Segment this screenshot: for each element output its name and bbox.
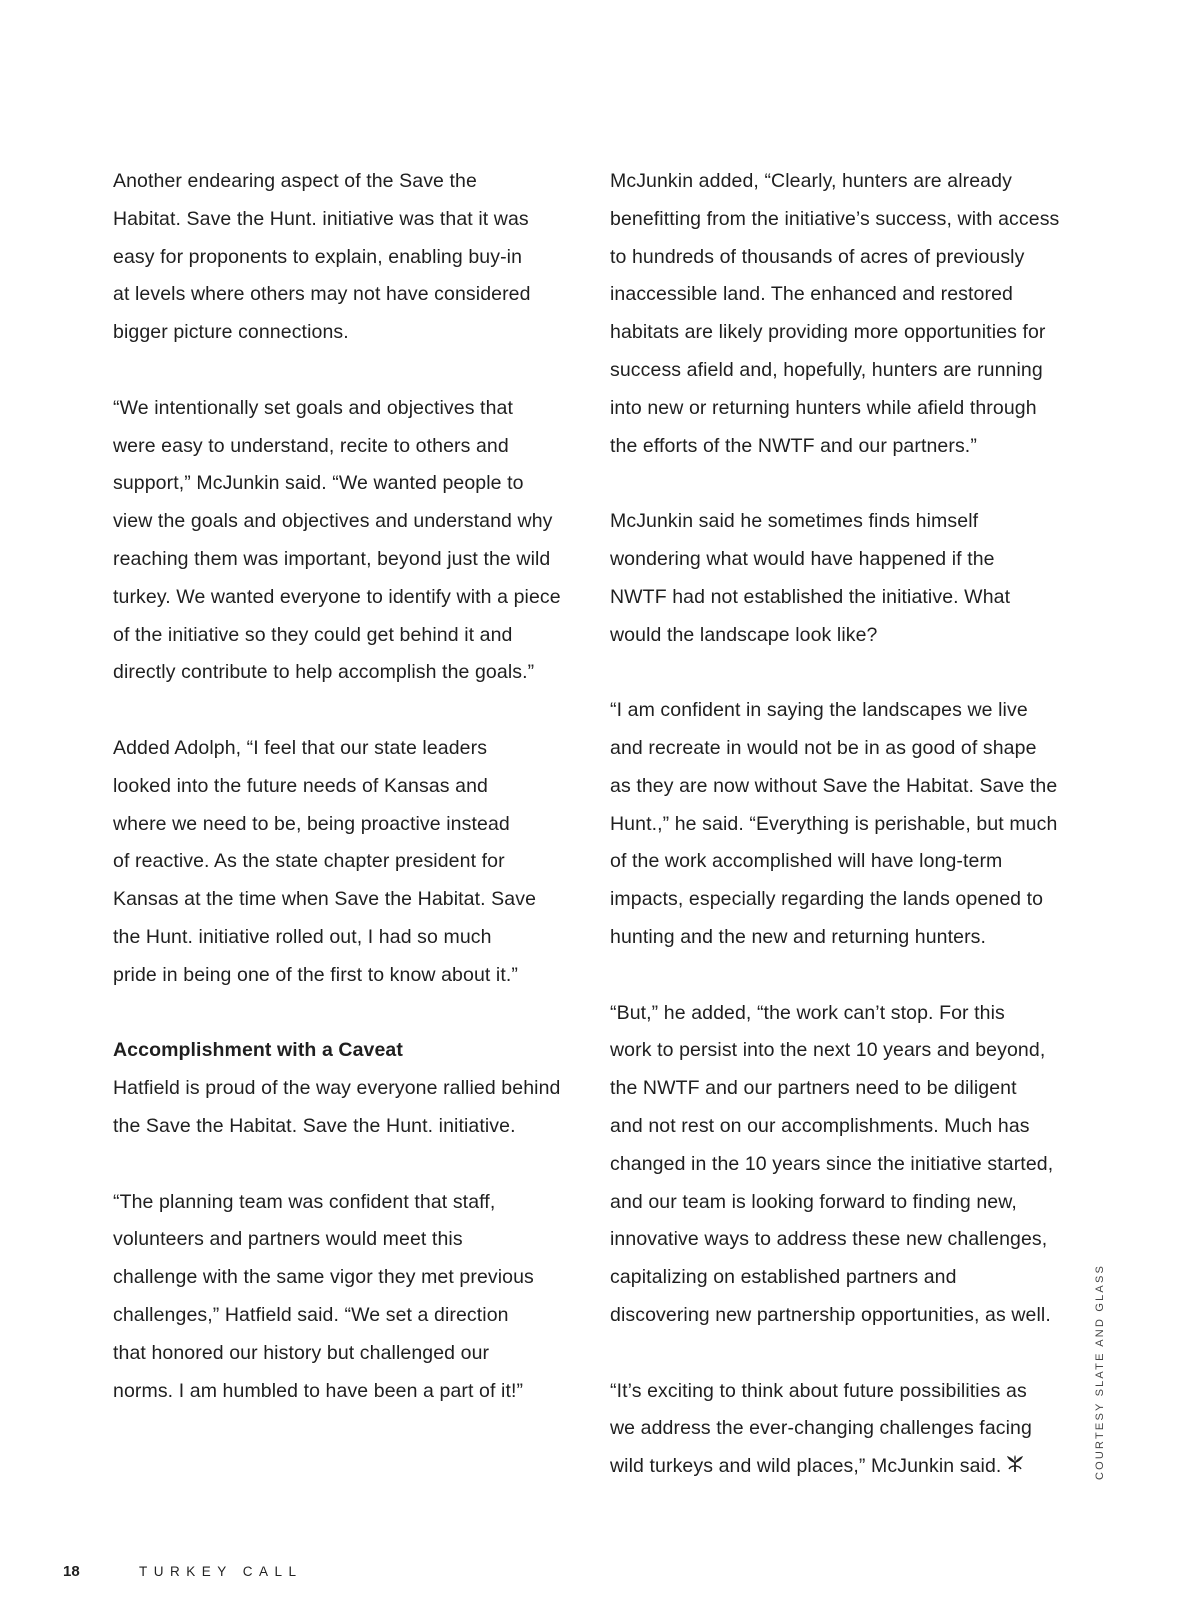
- body-text-line: [610, 352, 1068, 390]
- body-text: habitats are likely providing more opportunities for: [610, 321, 1046, 344]
- body-text: “It’s exciting to think about future possibilities as: [610, 1379, 1027, 1402]
- body-text-line: [113, 617, 571, 655]
- body-text: wondering what would have happened if the: [610, 547, 995, 570]
- body-text: benefitting from the initiative’s success, with access: [610, 207, 1060, 230]
- body-text-line: [610, 390, 1068, 428]
- body-text: volunteers and partners would meet this: [113, 1228, 463, 1251]
- body-text-line: [610, 806, 1068, 844]
- paragraph-gap: [113, 692, 571, 730]
- body-text: easy for proponents to explain, enabling buy-in: [113, 245, 523, 268]
- left-column: [113, 163, 571, 1410]
- paragraph-gap: [610, 465, 1068, 503]
- body-text-line: [610, 768, 1068, 806]
- body-text: inaccessible land. The enhanced and restored: [610, 283, 1013, 306]
- body-text: as they are now without Save the Habitat. Save the: [610, 774, 1058, 797]
- body-text: “I am confident in saying the landscapes we live: [610, 699, 1028, 722]
- body-text-line: [113, 541, 571, 579]
- body-text: innovative ways to address these new challenges,: [610, 1228, 1048, 1251]
- body-text: wild turkeys and wild places,” McJunkin said.: [610, 1455, 1002, 1478]
- body-text-line: [113, 730, 571, 768]
- body-text-line: [610, 1184, 1068, 1222]
- magazine-name: TURKEY CALL: [139, 1564, 303, 1579]
- body-text-line: [113, 1297, 571, 1335]
- paragraph-gap: [610, 654, 1068, 692]
- body-text: Kansas at the time when Save the Habitat. Save: [113, 888, 537, 911]
- body-text-line: [113, 465, 571, 503]
- body-text-line: [113, 239, 571, 277]
- body-text: turkey. We wanted everyone to identify with a piece: [113, 585, 561, 608]
- body-text: Added Adolph, “I feel that our state leaders: [113, 736, 488, 759]
- body-text-line: [610, 1259, 1068, 1297]
- body-text-line: [113, 1373, 571, 1411]
- body-text: directly contribute to help accomplish the goals.”: [113, 661, 535, 684]
- body-text-line: [113, 1335, 571, 1373]
- page-number: 18: [63, 1563, 80, 1580]
- body-text: norms. I am humbled to have been a part of it!”: [113, 1379, 524, 1402]
- body-text-line: [113, 1221, 571, 1259]
- body-text: of reactive. As the state chapter president for: [113, 850, 505, 873]
- paragraph-gap: [113, 352, 571, 390]
- body-text-line: [113, 579, 571, 617]
- body-text-line: [610, 881, 1068, 919]
- body-text-line: [113, 881, 571, 919]
- body-text: “But,” he added, “the work can’t stop. For this: [610, 1001, 1005, 1024]
- body-text: bigger picture connections.: [113, 321, 349, 344]
- body-text-line: [610, 919, 1068, 957]
- turkey-feather-icon: [1005, 1454, 1025, 1474]
- body-text: at levels where others may not have considered: [113, 283, 531, 306]
- body-text: challenge with the same vigor they met previous: [113, 1266, 534, 1289]
- body-text-line: [610, 1448, 1068, 1486]
- body-text: Another endearing aspect of the Save the: [113, 170, 477, 192]
- body-text-line: [610, 503, 1068, 541]
- body-text: and recreate in would not be in as good of shape: [610, 736, 1037, 759]
- body-text: work to persist into the next 10 years and beyond,: [610, 1039, 1046, 1062]
- section-heading: [113, 1032, 571, 1070]
- body-text: we address the ever-changing challenges facing: [610, 1417, 1032, 1440]
- body-text: discovering new partnership opportunities, as well.: [610, 1303, 1051, 1326]
- body-text-line: [610, 276, 1068, 314]
- body-text: Habitat. Save the Hunt. initiative was that it was: [113, 207, 529, 230]
- body-text-line: [113, 919, 571, 957]
- body-text-line: [610, 1221, 1068, 1259]
- body-text-line: [113, 768, 571, 806]
- body-text: the Save the Habitat. Save the Hunt. initiative.: [113, 1114, 516, 1137]
- body-text-line: [113, 806, 571, 844]
- body-text-line: [610, 730, 1068, 768]
- body-text: looked into the future needs of Kansas and: [113, 774, 488, 797]
- body-text-line: [113, 163, 571, 201]
- body-text: the efforts of the NWTF and our partners.”: [610, 434, 977, 457]
- body-text: Hatfield is proud of the way everyone rallied behind: [113, 1077, 561, 1100]
- body-text: success afield and, hopefully, hunters are running: [610, 358, 1043, 381]
- body-text-line: [610, 1070, 1068, 1108]
- body-text: and not rest on our accomplishments. Much has: [610, 1114, 1030, 1137]
- body-text-line: [113, 503, 571, 541]
- body-text-line: [113, 654, 571, 692]
- body-text: NWTF had not established the initiative. What: [610, 585, 1011, 608]
- body-text-line: [113, 1259, 571, 1297]
- body-text: into new or returning hunters while afield through: [610, 396, 1037, 419]
- body-text-line: [610, 692, 1068, 730]
- body-text-line: [610, 1108, 1068, 1146]
- photo-credit: COURTESY SLATE AND GLASS: [1094, 1263, 1106, 1480]
- body-text: impacts, especially regarding the lands opened to: [610, 888, 1044, 911]
- body-text-line: [610, 1410, 1068, 1448]
- paragraph-gap: [610, 1335, 1068, 1373]
- body-text: McJunkin added, “Clearly, hunters are already: [610, 170, 1012, 192]
- paragraph-gap: [113, 1146, 571, 1184]
- right-column: [610, 163, 1068, 1486]
- body-text: of the work accomplished will have long-term: [610, 850, 1003, 873]
- body-text-line: [610, 1373, 1068, 1411]
- body-text: were easy to understand, recite to others and: [113, 434, 509, 457]
- body-text-line: [113, 428, 571, 466]
- body-text-line: [610, 428, 1068, 466]
- body-text: the Hunt. initiative rolled out, I had so much: [113, 925, 492, 948]
- body-text-line: [113, 1070, 571, 1108]
- body-text: view the goals and objectives and understand why: [113, 510, 553, 533]
- body-text: where we need to be, being proactive instead: [113, 812, 510, 835]
- body-text: pride in being one of the first to know about it.”: [113, 963, 518, 986]
- body-text: of the initiative so they could get behind it and: [113, 623, 513, 646]
- body-text-line: [113, 390, 571, 428]
- body-text-line: [113, 201, 571, 239]
- body-text: Hunt.,” he said. “Everything is perishable, but much: [610, 812, 1058, 835]
- body-text-line: [610, 995, 1068, 1033]
- body-text-line: [610, 1146, 1068, 1184]
- body-text-line: [113, 1108, 571, 1146]
- section-heading-text: Accomplishment with a Caveat: [113, 1039, 403, 1062]
- body-text-line: [610, 239, 1068, 277]
- body-text-line: [113, 276, 571, 314]
- body-text-line: [610, 843, 1068, 881]
- body-text-line: [113, 314, 571, 352]
- body-text-line: [610, 1297, 1068, 1335]
- body-text-line: [113, 843, 571, 881]
- body-text: the NWTF and our partners need to be diligent: [610, 1077, 1017, 1100]
- body-text-line: [610, 541, 1068, 579]
- body-text: that honored our history but challenged our: [113, 1341, 490, 1364]
- body-text: “We intentionally set goals and objectives that: [113, 396, 513, 419]
- body-text: support,” McJunkin said. “We wanted people to: [113, 472, 524, 495]
- body-text: reaching them was important, beyond just the wild: [113, 547, 551, 570]
- body-text-line: [113, 957, 571, 995]
- body-text: McJunkin said he sometimes finds himself: [610, 510, 979, 533]
- body-text: challenges,” Hatfield said. “We set a direction: [113, 1303, 509, 1326]
- body-text-line: [610, 1032, 1068, 1070]
- body-text: “The planning team was confident that staff,: [113, 1190, 496, 1213]
- body-text: would the landscape look like?: [610, 623, 878, 646]
- body-text-line: [610, 617, 1068, 655]
- body-text: to hundreds of thousands of acres of previously: [610, 245, 1025, 268]
- body-text-line: [610, 579, 1068, 617]
- body-text-line: [610, 201, 1068, 239]
- body-text: changed in the 10 years since the initiative started,: [610, 1152, 1054, 1175]
- paragraph-gap: [113, 995, 571, 1033]
- paragraph-gap: [610, 957, 1068, 995]
- body-text: capitalizing on established partners and: [610, 1266, 957, 1289]
- body-text: and our team is looking forward to finding new,: [610, 1190, 1017, 1213]
- body-text-line: [610, 314, 1068, 352]
- body-text: hunting and the new and returning hunters.: [610, 925, 987, 948]
- body-text-line: [113, 1184, 571, 1222]
- body-text-line: [610, 163, 1068, 201]
